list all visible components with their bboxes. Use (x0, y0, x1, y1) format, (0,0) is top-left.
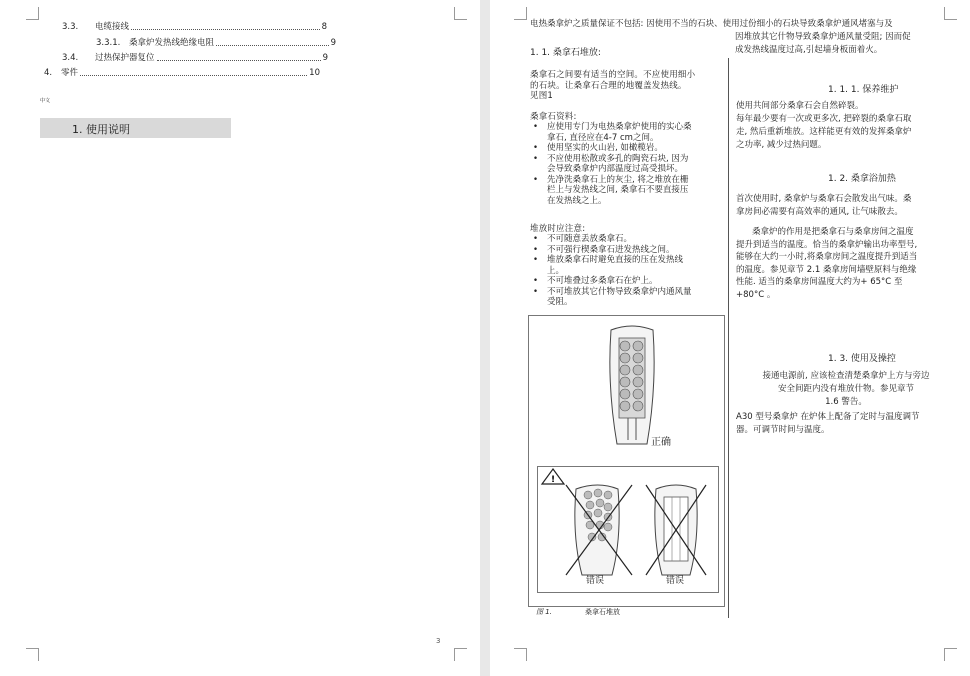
text-line: 每年最少要有一次或更多次, 把碎裂的桑拿石取 (736, 114, 912, 124)
text-line: 接通电源前, 应该检查清楚桑拿炉上方与旁边 (762, 371, 930, 381)
stacking-list (530, 234, 730, 308)
heading-1-1: 1. 1. 桑拿石堆放: (530, 48, 601, 58)
heating-paragraph-1 (736, 193, 911, 219)
toc-entry[interactable] (62, 22, 327, 33)
toc-leader (131, 22, 320, 30)
column-divider (728, 58, 729, 618)
right-page (490, 0, 970, 676)
heading-1-2: 1. 2. 桑拿浴加热 (828, 174, 896, 184)
text-line: A30 型号桑拿炉 在炉体上配备了定时与温度调节 (736, 412, 920, 422)
stones-info-title: 桑拿石资料: (530, 112, 577, 122)
list-item: • 不应使用松散或多孔的陶瓷石块, 因为 会导致桑拿炉内部温度过高受损坏。 (530, 154, 730, 175)
text-line: 安全间距内没有堆放什物。参见章节 (777, 384, 914, 394)
list-item: • 堆放桑拿石时避免直接的压在发热线 上。 (530, 255, 730, 276)
correct-label: 正确 (651, 437, 671, 448)
list-item: • 不可堆放其它什物导致桑拿炉内通风量 受阻。 (530, 287, 730, 308)
list-item: • 应使用专门为电热桑拿炉使用的实心桑 拿石, 直径应在4-7 cm之间。 (530, 122, 730, 143)
toc-title: 过热保护器复位 (95, 53, 155, 63)
language-mark: 中文 (40, 98, 51, 104)
toc-number: 4. (44, 68, 53, 78)
list-item: • 先净洗桑拿石上的灰尘, 将之堆放在栅 栏上与发热线之间, 桑拿石不要直接压 在发热线之上。 (530, 175, 730, 207)
text-line: 之功率, 减少过热问题。 (736, 140, 827, 150)
text-line: 拿房间必需要有高效率的通风, 让气味散去。 (736, 207, 903, 217)
use-paragraph-2 (736, 411, 920, 437)
left-page (0, 0, 480, 676)
stones-info-list (530, 122, 730, 206)
figure-caption-number: 图 1. (536, 608, 552, 616)
heading-1-3: 1. 3. 使用及操控 (828, 354, 896, 364)
section-title: 1. 使用说明 (72, 123, 130, 136)
text-line: 首次使用时, 桑拿炉与桑拿石会散发出气味。桑 (736, 194, 912, 204)
list-item: • 使用坚实的火山岩, 如橄榄岩。 (530, 143, 730, 154)
wrong-label: 错误 (666, 576, 685, 586)
stones-paragraph (530, 70, 695, 102)
crop-mark (514, 648, 527, 661)
correct-stacking-illustration (529, 316, 724, 456)
toc-page-number: 10 (309, 68, 320, 78)
figure-1-box (528, 315, 725, 607)
use-paragraph-1 (746, 370, 946, 409)
list-item: • 不可随意丢放桑拿石。 (530, 234, 730, 245)
text-line: 的温度。参见章节 2.1 桑拿房间墙壁原料与绝缘 (736, 264, 917, 275)
crop-mark (944, 648, 957, 661)
toc-title: 电缆接线 (95, 22, 130, 32)
text-line: 使用共间部分桑拿石会自然碎裂。 (736, 101, 864, 111)
text-line: 提升到适当的温度。恰当的桑拿炉输出功率型号, (736, 239, 918, 250)
toc-page-number: 9 (322, 53, 328, 63)
svg-text:!: ! (551, 475, 556, 485)
list-item: • 不可强行楔桑拿石进发热线之间。 (530, 245, 730, 256)
toc-number: 3.3. (62, 22, 79, 32)
toc-page-number: 9 (330, 38, 336, 48)
warranty-note-line: 成发热线温度过高,引起墙身板面着火。 (735, 45, 883, 55)
section-heading-bar (40, 118, 231, 138)
stacking-title: 堆放时应注意: (530, 224, 586, 234)
text-line: 桑拿石之间要有适当的空间。不应使用细小 (530, 70, 696, 80)
text-line: 器。可调节时间与温度。 (736, 425, 830, 435)
toc-entry[interactable] (44, 68, 320, 79)
text-line: +80°C 。 (736, 289, 776, 300)
crop-mark (26, 648, 39, 661)
toc-entry[interactable] (62, 53, 328, 64)
heading-1-1-1: 1. 1. 1. 保养维护 (828, 85, 899, 95)
crop-mark (944, 7, 957, 20)
toc-number: 3.3.1. (96, 38, 121, 48)
toc-leader (216, 38, 329, 46)
wrong-examples-box (537, 466, 719, 593)
toc-leader (157, 53, 321, 61)
warranty-note-line: 电热桑拿炉之质量保证不包括: 因使用不当的石块、使用过份细小的石块导致桑拿炉通风堵塞与及 (530, 19, 893, 29)
crop-mark (454, 7, 467, 20)
text-line: 能够在大约一小时,将桑拿房间之温度提升到适当 (736, 252, 918, 262)
warranty-note-line: 因堆放其它什物导致桑拿炉通风量受阻; 因而促 (735, 32, 911, 42)
crop-mark (514, 7, 527, 20)
page-number: 3 (436, 637, 441, 645)
figure-caption-text: 桑拿石堆放 (585, 608, 620, 616)
toc-page-number: 8 (321, 22, 327, 32)
text-line: 1.6 警告。 (825, 397, 867, 407)
text-line: 走, 然后重新堆放。这样能更有效的发挥桑拿炉 (736, 127, 912, 137)
crop-mark (454, 648, 467, 661)
text-line: 桑拿炉的作用是把桑拿石与桑拿房间之温度 (752, 227, 914, 237)
toc-number: 3.4. (62, 53, 79, 63)
wrong-label: 错误 (586, 576, 605, 586)
crop-mark (26, 7, 39, 20)
toc-entry[interactable] (96, 38, 336, 49)
toc-title: 桑拿炉发热线绝缘电阻 (129, 38, 215, 48)
heating-paragraph-2 (736, 226, 917, 301)
text-line: 的石块。让桑拿石合理的地覆盖发热线。 (530, 80, 687, 91)
text-line: 见图1 (530, 91, 554, 101)
maintenance-paragraph (736, 100, 911, 152)
text-line: 性能. 适当的桑拿房间温度大约为+ 65°C 至 (736, 277, 903, 287)
list-item: • 不可堆叠过多桑拿石在炉上。 (530, 276, 730, 287)
toc-leader (80, 68, 307, 76)
wrong-stacking-illustration (538, 467, 718, 592)
toc-title: 零件 (61, 68, 79, 78)
